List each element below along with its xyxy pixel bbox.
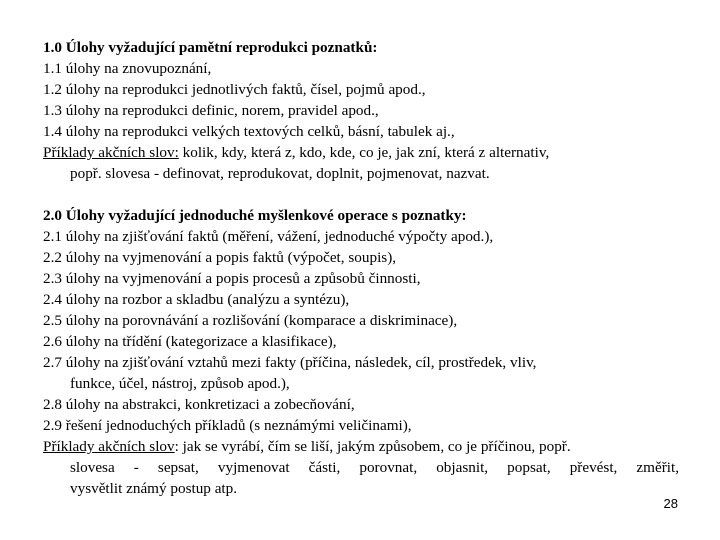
list-item: 2.8 úlohy na abstrakci, konkretizaci a zobecňování, bbox=[43, 396, 355, 413]
list-item: 1.3 úlohy na reprodukci definic, norem, pravidel apod., bbox=[43, 102, 379, 119]
examples-text: kolik, kdy, která z, kdo, kde, co je, jak zní, která z alternativ, bbox=[178, 144, 550, 161]
examples-continuation: popř. slovesa - definovat, reprodukovat, doplnit, pojmenovat, nazvat. bbox=[70, 165, 490, 182]
list-item: 2.2 úlohy na vyjmenování a popis faktů (výpočet, soupis), bbox=[43, 249, 397, 266]
section-2-heading: 2.0 Úlohy vyžadující jednoduché myšlenkové operace s poznatky: bbox=[43, 207, 467, 224]
examples-line bbox=[43, 142, 679, 163]
page-number: 28 bbox=[663, 496, 678, 511]
list-item-continuation: funkce, účel, nástroj, způsob apod.), bbox=[70, 375, 290, 392]
section-1 bbox=[43, 37, 679, 184]
list-item: 2.6 úlohy na třídění (kategorizace a klasifikace), bbox=[43, 333, 337, 350]
list-item: 1.2 úlohy na reprodukci jednotlivých faktů, čísel, pojmů apod., bbox=[43, 81, 426, 98]
examples-continuation: vysvětlit známý postup atp. bbox=[70, 480, 238, 497]
list-item: 2.7 úlohy na zjišťování vztahů mezi fakty (příčina, následek, cíl, prostředek, vliv, bbox=[43, 354, 537, 371]
list-item: 1.1 úlohy na znovupoznání, bbox=[43, 60, 212, 77]
section-2 bbox=[43, 205, 679, 499]
section-1-heading: 1.0 Úlohy vyžadující pamětní reprodukci poznatků: bbox=[43, 39, 378, 56]
list-item: 2.5 úlohy na porovnávání a rozlišování (komparace a diskriminace), bbox=[43, 312, 458, 329]
list-item: 2.4 úlohy na rozbor a skladbu (analýzu a syntézu), bbox=[43, 291, 350, 308]
examples-continuation: slovesa - sepsat, vyjmenovat části, porovnat, objasnit, popsat, převést, změřit, bbox=[70, 459, 679, 476]
examples-line bbox=[43, 436, 679, 457]
examples-text: : jak se vyrábí, čím se liší, jakým způsobem, co je příčinou, popř. bbox=[174, 438, 571, 455]
list-item: 2.1 úlohy na zjišťování faktů (měření, vážení, jednoduché výpočty apod.), bbox=[43, 228, 494, 245]
list-item: 2.9 řešení jednoduchých příkladů (s neznámými veličinami), bbox=[43, 417, 412, 434]
list-item: 2.3 úlohy na vyjmenování a popis procesů a způsobů činnosti, bbox=[43, 270, 421, 287]
examples-label: Příklady akčních slov bbox=[43, 438, 175, 455]
list-item: 1.4 úlohy na reprodukci velkých textových celků, básní, tabulek aj., bbox=[43, 123, 455, 140]
examples-label: Příklady akčních slov: bbox=[43, 144, 179, 161]
